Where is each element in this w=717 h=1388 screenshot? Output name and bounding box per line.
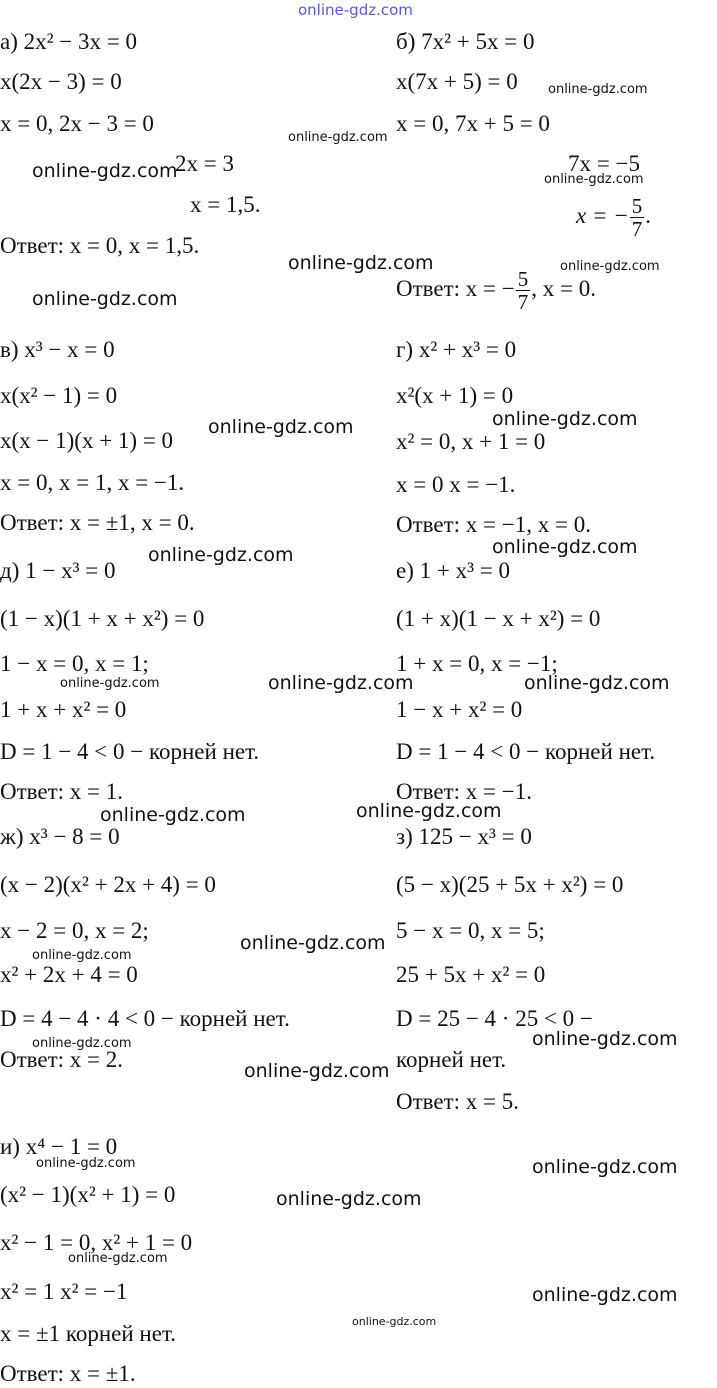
watermark-text: online-gdz.com [68,1251,168,1266]
math-line-e1: е) 1 + x³ = 0 [396,558,510,583]
watermark-text: online-gdz.com [532,1028,678,1050]
watermark-text: online-gdz.com [32,948,132,963]
watermark-text: online-gdz.com [32,1036,132,1051]
math-line-v2: x(x² − 1) = 0 [0,383,118,408]
math-line-zh5: D = 4 − 4 · 4 < 0 − корней нет. [0,1006,290,1031]
watermark-text: online-gdz.com [100,804,246,826]
fraction-numerator: 5 [631,194,643,218]
math-line-v3: x(x − 1)(x + 1) = 0 [0,428,174,453]
math-line-d3: 1 − x = 0, x = 1; [0,651,149,676]
math-line-zh3: x − 2 = 0, x = 2; [0,918,149,943]
solution-b-root [576,195,651,240]
watermark-text: online-gdz.com [544,172,644,187]
watermark-text: online-gdz.com [288,252,434,274]
math-line-b4: 7x = −5 [568,151,640,176]
math-line-d2: (1 − x)(1 + x + x²) = 0 [0,606,205,631]
watermark-text: online-gdz.com [532,1156,678,1178]
watermark-text: online-gdz.com [352,1315,437,1328]
watermark-text: online-gdz.com [288,130,388,145]
math-line-i6: Ответ: x = ±1. [0,1361,136,1386]
math-line-b2: x(7x + 5) = 0 [396,69,518,94]
math-line-v1: в) x³ − x = 0 [0,337,115,362]
math-line-e4: 1 − x + x² = 0 [396,697,523,722]
b6-prefix: Ответ: x = − [396,275,515,301]
watermark-text: online-gdz.com [548,82,648,97]
math-line-v5: Ответ: x = ±1, x = 0. [0,510,195,535]
math-line-a4: 2x = 3 [175,151,234,176]
fraction-denominator: 7 [631,217,643,241]
watermark-text: online-gdz.com [524,672,670,694]
math-line-zh6: Ответ: x = 2. [0,1047,124,1072]
fraction-5-7 [516,268,531,313]
math-line-d4: 1 + x + x² = 0 [0,697,127,722]
fraction-5-7 [630,195,645,240]
math-line-e3: 1 + x = 0, x = −1; [396,651,558,676]
fraction-denominator: 7 [517,290,529,314]
watermark-text: online-gdz.com [268,672,414,694]
math-line-z4: 25 + 5x + x² = 0 [396,962,546,987]
math-line-z3: 5 − x = 0, x = 5; [396,918,545,943]
watermark-text: online-gdz.com [532,1284,678,1306]
b5-prefix: x = − [576,202,629,228]
math-line-g4: x = 0 x = −1. [396,472,516,497]
math-line-e5: D = 1 − 4 < 0 − корней нет. [396,739,656,764]
watermark-text: online-gdz.com [60,676,160,691]
math-line-g2: x²(x + 1) = 0 [396,383,514,408]
watermark-text: online-gdz.com [356,800,502,822]
watermark-text: online-gdz.com [32,288,178,310]
watermark-text: online-gdz.com [244,1060,390,1082]
watermark-text: online-gdz.com [32,160,178,182]
math-line-i4: x² = 1 x² = −1 [0,1279,128,1304]
math-line-z1: з) 125 − x³ = 0 [396,824,532,849]
math-line-d1: д) 1 − x³ = 0 [0,558,116,583]
watermark-text: online-gdz.com [492,408,638,430]
answer-b [396,268,596,313]
math-line-e2: (1 + x)(1 − x + x²) = 0 [396,606,601,631]
watermark-text: online-gdz.com [36,1156,136,1171]
math-line-a3: x = 0, 2x − 3 = 0 [0,111,154,136]
math-line-v4: x = 0, x = 1, x = −1. [0,470,185,495]
watermark-text: online-gdz.com [492,536,638,558]
math-line-i5: x = ±1 корней нет. [0,1321,177,1346]
math-line-z7: Ответ: x = 5. [396,1089,520,1114]
math-line-zh1: ж) x³ − 8 = 0 [0,824,120,849]
watermark-text: online-gdz.com [298,1,413,19]
math-line-a1: а) 2x² − 3x = 0 [0,29,137,54]
math-line-a2: x(2x − 3) = 0 [0,69,122,94]
math-line-z6: корней нет. [396,1047,507,1072]
math-line-i2: (x² − 1)(x² + 1) = 0 [0,1182,176,1207]
b5-suffix: . [645,202,651,228]
watermark-text: online-gdz.com [560,259,660,274]
math-line-d6: Ответ: x = 1. [0,779,124,804]
math-line-g5: Ответ: x = −1, x = 0. [396,512,591,537]
math-line-g1: г) x² + x³ = 0 [396,337,517,362]
watermark-text: online-gdz.com [208,416,354,438]
watermark-text: online-gdz.com [240,932,386,954]
math-line-g3: x² = 0, x + 1 = 0 [396,429,546,454]
math-line-z2: (5 − x)(25 + 5x + x²) = 0 [396,872,624,897]
math-line-i3: x² − 1 = 0, x² + 1 = 0 [0,1230,193,1255]
watermark-text: online-gdz.com [276,1188,422,1210]
math-line-b1: б) 7x² + 5x = 0 [396,29,535,54]
math-line-a5: x = 1,5. [190,192,261,217]
math-line-zh2: (x − 2)(x² + 2x + 4) = 0 [0,872,216,897]
math-line-i1: и) x⁴ − 1 = 0 [0,1134,118,1159]
fraction-numerator: 5 [517,267,529,291]
math-line-z5: D = 25 − 4 · 25 < 0 − [396,1006,593,1031]
math-line-zh4: x² + 2x + 4 = 0 [0,962,138,987]
math-line-e6: Ответ: x = −1. [396,779,532,804]
b6-suffix: , x = 0. [531,275,596,301]
math-line-b3: x = 0, 7x + 5 = 0 [396,111,550,136]
math-line-a6: Ответ: x = 0, x = 1,5. [0,233,200,258]
math-line-d5: D = 1 − 4 < 0 − корней нет. [0,739,260,764]
watermark-text: online-gdz.com [148,544,294,566]
